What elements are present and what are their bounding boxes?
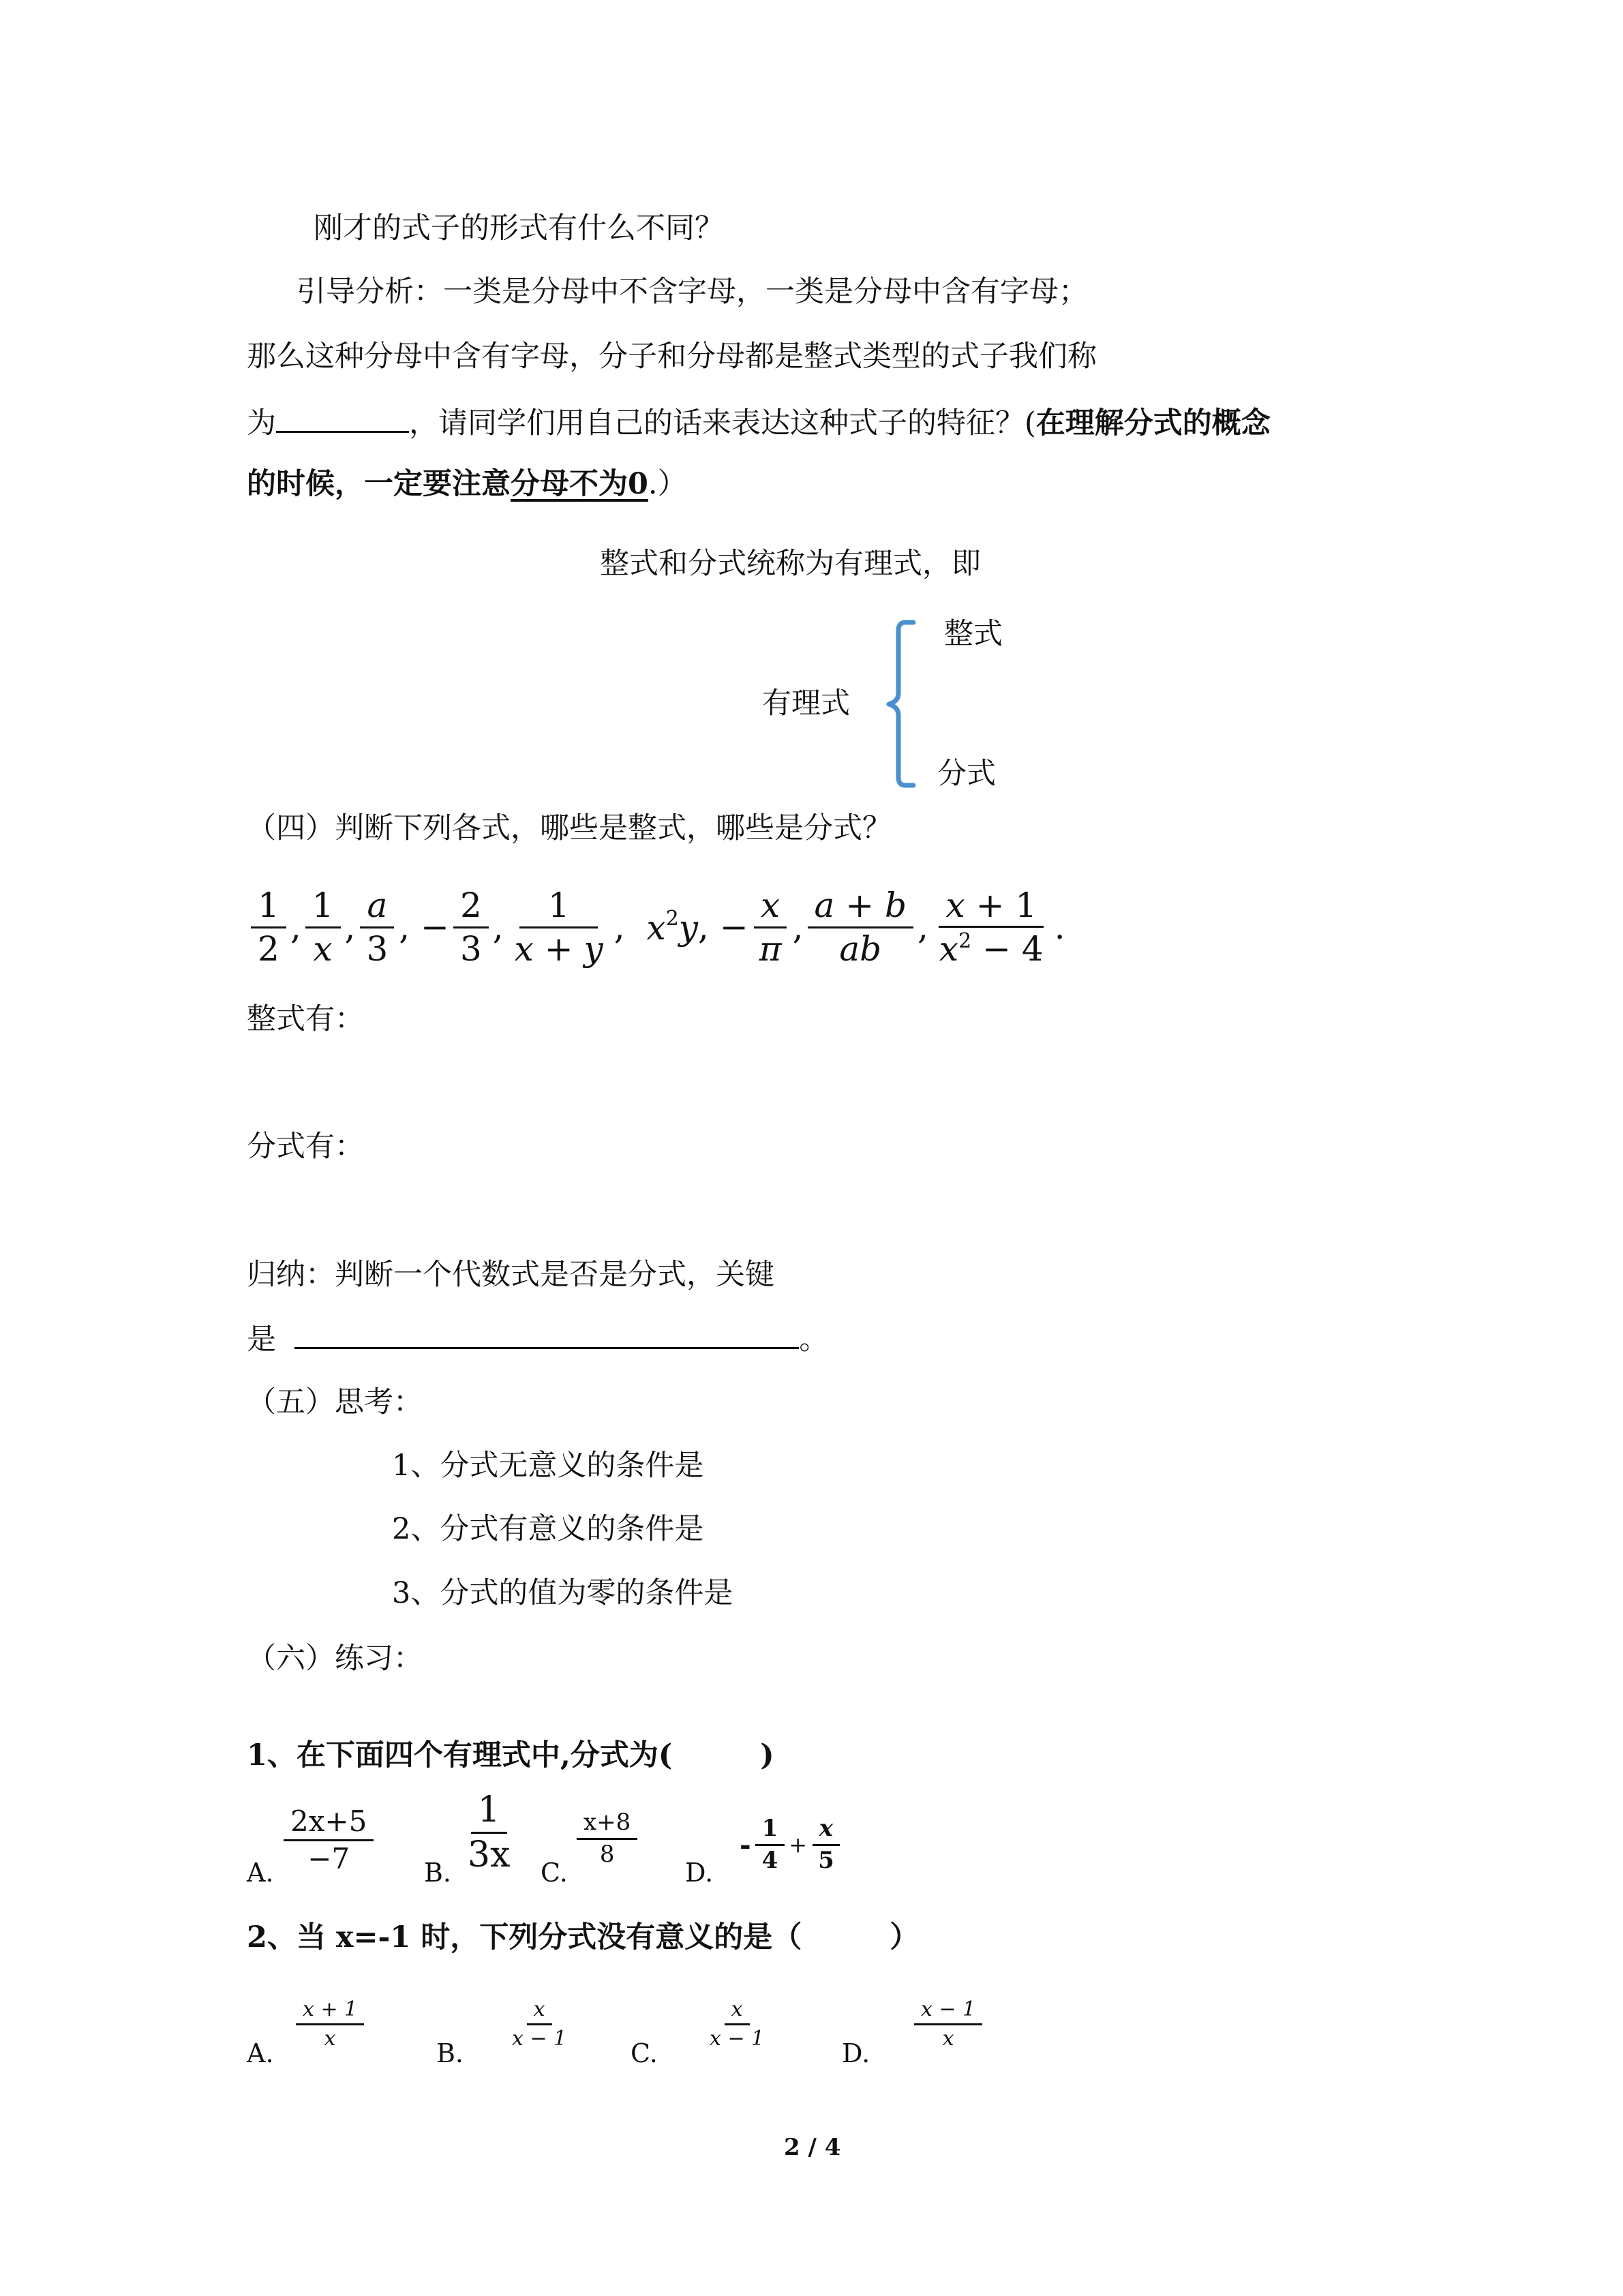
q1-option-c-expr: $\frac{x+8}{8}$: [573, 1811, 641, 1867]
q1-option-c-label[interactable]: C.: [541, 1858, 568, 1888]
q1-option-b-expr: $\frac{1}{3x}$: [468, 1789, 511, 1875]
expr-x2y: $x^2y$: [646, 907, 699, 948]
summary-line-2: 是 。: [247, 1317, 828, 1360]
expr-x-over-pi: $\frac{x}{\pi}$: [753, 888, 789, 967]
rational-intro: 整式和分式统称为有理式，即: [600, 547, 981, 581]
summary-blank[interactable]: [294, 1317, 799, 1349]
expr-apb-over-ab: $\frac{a + b}{ab}$: [808, 888, 914, 967]
expression-row: $\frac{1}{2}$ , $\frac{1}{x}$ , $\frac{a}{3}$ , − $\frac{2}{3}$ , $\frac{1}{x + y}$ , $x^2y$ , − $\frac{x}{\pi}$ , $\frac{a + b}{ab}$ , $\frac{x + 1}{x^2 - 4}$ .: [247, 876, 1065, 978]
paragraph-question: 刚才的式子的形式有什么不同？: [314, 211, 724, 245]
rational-branch-integer: 整式: [944, 617, 1003, 651]
rational-root-label: 有理式: [762, 686, 850, 721]
think-item-1: 1、分式无意义的条件是: [392, 1449, 704, 1483]
summary-line-1: 归纳：判断一个代数式是否是分式，关键: [247, 1258, 774, 1292]
q2-option-a-label[interactable]: A.: [247, 2038, 274, 2068]
q2-option-d-expr: $\frac{x - 1}{x}$: [910, 1999, 986, 2049]
expr-one-over-x: $\frac{1}{x}$: [305, 888, 341, 967]
expr-one-over-xy: $\frac{1}{x + y}$: [514, 886, 603, 969]
q1-option-a-expr: $\frac{2x+5}{-7}$: [279, 1807, 378, 1874]
brace-icon: [879, 617, 920, 791]
think-item-3: 3、分式的值为零的条件是: [392, 1576, 733, 1610]
fill-blank[interactable]: [276, 401, 409, 433]
integer-label: 整式有：: [247, 1002, 364, 1036]
expr-a-over-3: $\frac{a}{3}$: [359, 888, 395, 967]
q2-option-b-expr: $\frac{x}{x - 1}$: [512, 1997, 567, 2051]
paragraph-guidance: 引导分析：一类是分母中不含字母，一类是分母中含有字母；: [297, 275, 1088, 309]
think-item-2: 2、分式有意义的条件是: [392, 1512, 704, 1546]
rational-branch-fraction: 分式: [937, 757, 996, 791]
section-4-title: （四）判断下列各式，哪些是整式，哪些是分式？: [247, 811, 892, 845]
fraction-label: 分式有：: [247, 1130, 364, 1164]
section-5-title: （五）思考：: [247, 1385, 423, 1419]
page-number: 2 / 4: [784, 2134, 841, 2161]
question-1: 1、在下面四个有理式中,分式为( ): [247, 1738, 774, 1772]
q2-option-d-label[interactable]: D.: [842, 2038, 870, 2068]
question-2: 2、当 x=-1 时，下列分式没有意义的是（ ）: [247, 1920, 920, 1954]
q2-option-b-label[interactable]: B.: [436, 2038, 464, 2068]
q2-option-c-expr: $\frac{x}{x - 1}$: [710, 1997, 765, 2051]
q2-option-a-expr: $\frac{x + 1}{x}$: [292, 1999, 368, 2049]
expr-half: $\frac{1}{2}$: [251, 888, 286, 967]
paragraph-note: 的时候，一定要注意分母不为0.）: [247, 467, 687, 501]
q1-option-b-label[interactable]: B.: [424, 1858, 452, 1888]
q1-option-d-expr: - $\frac{1}{4}$ + $\frac{x}{5}$: [740, 1817, 845, 1873]
q1-option-d-label[interactable]: D.: [685, 1858, 714, 1888]
paragraph-definition-cont: 为 ，请同学们用自己的话来表达这种式子的特征？(在理解分式的概念: [247, 401, 1271, 444]
expr-xp1-over-x2m4: $\frac{x + 1}{x^2 - 4}$: [939, 885, 1044, 969]
expr-neg-two-thirds: $\frac{2}{3}$: [453, 888, 489, 967]
paragraph-definition: 那么这种分母中含有字母，分子和分母都是整式类型的式子我们称: [247, 339, 1097, 374]
q2-option-c-label[interactable]: C.: [631, 2038, 658, 2068]
q1-option-a-label[interactable]: A.: [247, 1858, 274, 1888]
section-6-title: （六）练习：: [247, 1642, 423, 1676]
